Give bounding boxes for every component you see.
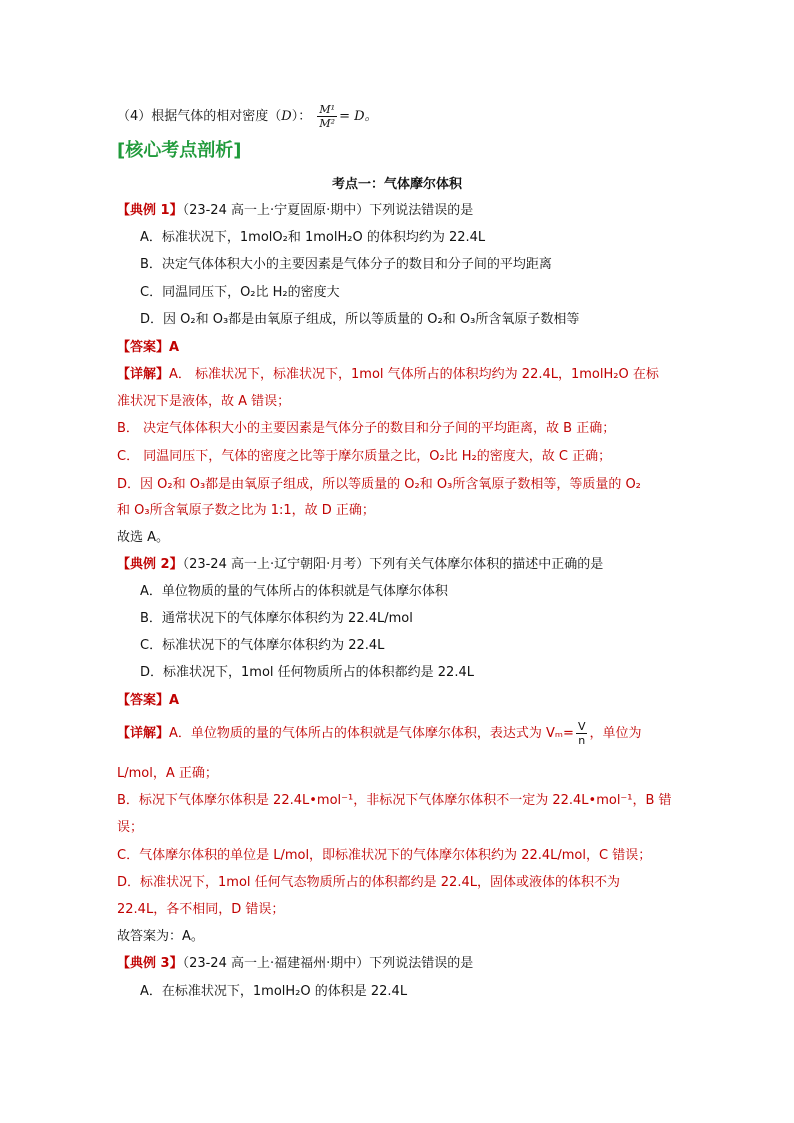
example-1-detail-a-cont: 准状况下是液体，故 A 错误； [117,394,291,409]
answer-value: A [169,693,180,708]
example-1-question: （23-24 高一上·宁夏固原·期中）下列说法错误的是 [182,203,474,218]
fraction-denominator: M² [319,117,336,130]
example-1-detail-d-cont: 和 O₃所含氧原子数之比为 1:1，故 D 正确； [117,503,375,518]
example-1-detail-a [117,366,659,384]
fraction-numerator: V [577,720,586,733]
example-1-detail-d: D．因 O₂和 O₃都是由氧原子组成，所以等质量的 O₂和 O₃所含氧原子数相等，等质量的 O₂ [117,477,641,492]
example-2-option-d: D．标准状况下，1mol 任何物质所占的体积都约是 22.4L [140,665,474,680]
example-1-detail-b: B． 决定气体体积大小的主要因素是气体分子的数目和分子间的平均距离，故 B 正确； [117,421,616,436]
example-2-detail-a-cont: L/mol，A 正确； [117,766,218,781]
example-2-question: （23-24 高一上·辽宁朝阳·月考）下列有关气体摩尔体积的描述中正确的是 [182,557,604,572]
example-1-option-a: A．标准状况下，1molO₂和 1molH₂O 的体积均约为 22.4L [140,230,486,245]
example-2-answer [117,692,179,710]
section-heading: [核心考点剖析] [117,140,242,161]
molar-volume-fraction [576,720,588,747]
answer-tag: 【答案】 [117,340,170,355]
example-3-question: （23-24 高一上·福建福州·期中）下列说法错误的是 [182,956,474,971]
example-2-stem [117,556,603,574]
example-2-conclusion: 故答案为：A。 [117,929,204,944]
fraction-denominator: n [578,734,586,747]
density-fraction [317,103,337,130]
example-3-stem [117,955,473,973]
example-2-detail-b-cont: 误； [117,820,144,835]
example-2-tag: 【典例 2】 [117,557,183,572]
intro-prefix: （4）根据气体的相对密度（ [117,109,282,124]
example-2-detail-c: C．气体摩尔体积的单位是 L/mol，即标准状况下的气体摩尔体积约为 22.4L/mol，C 错误； [117,848,652,863]
detail-a-line-1: A． 标准状况下，标准状况下，1mol 气体所占的体积均约为 22.4L，1molH₂O 在标 [169,367,659,382]
intro-mid: ）： [291,109,312,124]
example-2-detail-b: B．标况下气体摩尔体积是 22.4L•mol⁻¹，非标况下气体摩尔体积不一定为 22.4L•mol⁻¹，B 错 [117,793,672,808]
answer-tag: 【答案】 [117,693,170,708]
intro-line-4 [117,103,378,130]
example-2-detail-d-cont: 22.4L，各不相同，D 错误； [117,902,285,917]
detail-a-pre: A．单位物质的量的气体所占的体积就是气体摩尔体积，表达式为 Vₘ= [169,726,574,741]
example-1-detail-c: C． 同温同压下，气体的密度之比等于摩尔质量之比，O₂比 H₂的密度大，故 C 正确； [117,449,612,464]
section-subheading: 考点一：气体摩尔体积 [331,177,462,192]
example-2-detail-d: D．标准状况下，1mol 任何气态物质所占的体积都约是 22.4L，固体或液体的体积不为 [117,875,620,890]
fraction-numerator: M¹ [319,103,336,116]
example-2-option-a: A．单位物质的量的气体所占的体积就是气体摩尔体积 [140,584,448,599]
detail-tag: 【详解】 [117,726,170,741]
intro-d-symbol: D [281,109,292,124]
example-2-option-b: B．通常状况下的气体摩尔体积约为 22.4L/mol [140,611,413,626]
example-2-detail-a [117,720,641,747]
detail-a-post: ，单位为 [589,726,642,741]
example-1-tag: 【典例 1】 [117,203,183,218]
example-1-conclusion: 故选 A。 [117,530,170,545]
detail-tag: 【详解】 [117,367,170,382]
example-3-tag: 【典例 3】 [117,956,183,971]
example-2-option-c: C．标准状况下的气体摩尔体积约为 22.4L [140,638,385,653]
intro-suffix: = D。 [339,109,378,124]
example-1-option-c: C．同温同压下，O₂比 H₂的密度大 [140,285,340,300]
example-3-option-a: A．在标准状况下，1molH₂O 的体积是 22.4L [140,984,408,999]
example-1-option-b: B．决定气体体积大小的主要因素是气体分子的数目和分子间的平均距离 [140,257,552,272]
example-1-stem [117,202,473,220]
example-1-answer [117,339,179,357]
answer-value: A [169,340,180,355]
example-1-option-d: D．因 O₂和 O₃都是由氧原子组成，所以等质量的 O₂和 O₃所含氧原子数相等 [140,312,580,327]
